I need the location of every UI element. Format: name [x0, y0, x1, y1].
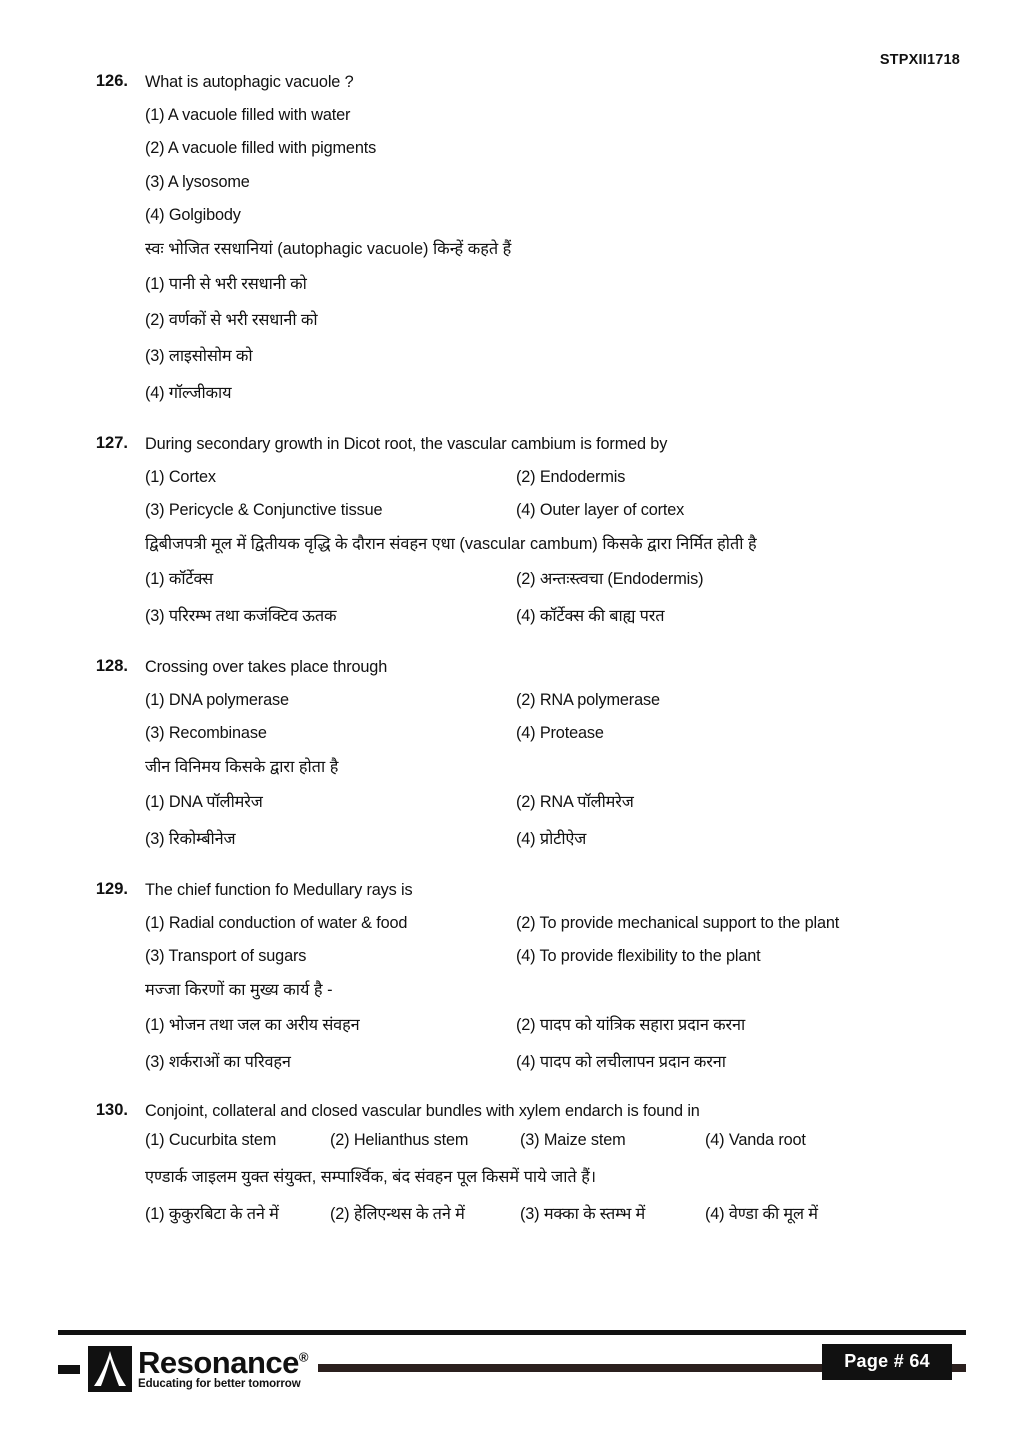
option-hi-4[interactable]: (4) वेण्डा की मूल में [705, 1205, 818, 1224]
option-hi-2[interactable]: (2) RNA पॉलीमरेज [516, 793, 634, 812]
option-1[interactable]: (1) Radial conduction of water & food [145, 913, 408, 932]
option-2[interactable]: (2) Endodermis [516, 467, 626, 486]
option-3[interactable]: (3) A lysosome [145, 172, 250, 191]
question-stem-en: Crossing over takes place through [145, 657, 388, 676]
options-english-row-1 [145, 913, 964, 934]
option-hi-1[interactable]: (1) पानी से भरी रसधानी को [145, 275, 307, 294]
question-number: 130. [95, 1100, 128, 1119]
option-hi-4[interactable]: (4) गॉल्जीकाय [145, 383, 232, 402]
option-hi-2[interactable]: (2) अन्तःस्त्वचा (Endodermis) [516, 570, 704, 589]
option-4[interactable]: (4) To provide flexibility to the plant [516, 947, 761, 966]
option-hi-3[interactable]: (3) रिकोम्बीनेज [145, 829, 236, 848]
option-3[interactable]: (3) Maize stem [520, 1130, 626, 1149]
page-footer [0, 1318, 1024, 1448]
question-sheet [0, 72, 1024, 1226]
option-hi-1[interactable]: (1) कुकुरबिटा के तने में [145, 1205, 279, 1224]
option-3[interactable]: (3) Recombinase [145, 724, 267, 743]
option-hi-4[interactable]: (4) कॉर्टेक्स की बाह्य परत [516, 606, 665, 625]
option-hi-3[interactable]: (3) परिरम्भ तथा कजंक्टिव ऊतक [145, 606, 337, 625]
option-3[interactable]: (3) Pericycle & Conjunctive tissue [145, 501, 383, 520]
question-129 [0, 880, 1024, 1073]
option-2[interactable]: (2) RNA polymerase [516, 690, 660, 709]
logo-dash-icon [58, 1365, 80, 1374]
option-hi-3[interactable]: (3) शर्कराओं का परिवहन [145, 1052, 291, 1071]
question-stem-hi: स्वः भोजित रसधानियां (autophagic vacuole) किन्हें कहते हैं [145, 239, 512, 258]
options-hindi [145, 274, 964, 404]
options-english-row-1 [145, 467, 964, 488]
logo-text-block [138, 1347, 308, 1391]
option-hi-4[interactable]: (4) प्रोटीऐज [516, 829, 587, 848]
options-english-row-2 [145, 723, 964, 744]
options-hindi-row-1 [145, 792, 964, 813]
options-english-row-1 [145, 690, 964, 711]
option-4[interactable]: (4) Protease [516, 724, 604, 743]
options-english-row-2 [145, 500, 964, 521]
resonance-arch-icon [88, 1346, 132, 1392]
brand-name [138, 1345, 308, 1381]
options-hindi-row [145, 1204, 964, 1225]
option-4[interactable]: (4) Golgibody [145, 205, 241, 224]
question-stem-hi: जीन विनिमय किसके द्वारा होता है [145, 758, 339, 777]
option-3[interactable]: (3) Transport of sugars [145, 947, 307, 966]
question-stem-en: During secondary growth in Dicot root, the vascular cambium is formed by [145, 434, 668, 453]
option-hi-1[interactable]: (1) DNA पॉलीमरेज [145, 793, 263, 812]
registered-mark-icon: ® [298, 1349, 308, 1365]
option-hi-2[interactable]: (2) वर्णकों से भरी रसधानी को [145, 311, 318, 330]
question-128 [0, 657, 1024, 850]
question-number: 128. [95, 656, 128, 675]
resonance-logo [58, 1340, 318, 1398]
options-hindi-row-2 [145, 1052, 964, 1073]
option-4[interactable]: (4) Vanda root [705, 1130, 806, 1149]
question-number: 127. [95, 433, 128, 452]
option-hi-1[interactable]: (1) भोजन तथा जल का अरीय संवहन [145, 1016, 360, 1035]
option-1[interactable]: (1) A vacuole filled with water [145, 106, 351, 125]
question-stem-en: Conjoint, collateral and closed vascular bundles with xylem endarch is found in [145, 1101, 700, 1120]
brand-name-text: Resonance [138, 1345, 299, 1381]
question-stem-hi: द्विबीजपत्री मूल में द्वितीयक वृद्धि के दौरान संवहन एधा (vascular cambum) किसके द्वारा निर्मित होती है [145, 535, 757, 554]
question-130 [0, 1101, 1024, 1226]
question-stem-hi: एण्डार्क जाइलम युक्त संयुक्त, सम्पार्श्विक, बंद संवहन पूल किसमें पाये जाते हैं। [145, 1168, 597, 1187]
option-1[interactable]: (1) Cortex [145, 467, 216, 486]
question-number: 126. [95, 72, 128, 90]
paper-code: STPXII1718 [879, 52, 960, 68]
options-hindi-row-1 [145, 1015, 964, 1036]
question-stem-en: The chief function fo Medullary rays is [145, 880, 413, 899]
option-1[interactable]: (1) DNA polymerase [145, 690, 289, 709]
option-2[interactable]: (2) A vacuole filled with pigments [145, 139, 377, 158]
options-english-row [145, 1130, 964, 1151]
option-1[interactable]: (1) Cucurbita stem [145, 1130, 277, 1149]
options-english [145, 105, 964, 226]
options-hindi-row-2 [145, 829, 964, 850]
option-hi-4[interactable]: (4) पादप को लचीलापन प्रदान करना [516, 1052, 726, 1071]
question-126 [0, 72, 1024, 404]
options-hindi-row-2 [145, 606, 964, 627]
option-hi-2[interactable]: (2) हेलिएन्थस के तने में [330, 1205, 465, 1224]
question-127 [0, 434, 1024, 627]
question-stem-hi: मज्जा किरणों का मुख्य कार्य है - [145, 981, 333, 1000]
options-english-row-2 [145, 946, 964, 967]
option-4[interactable]: (4) Outer layer of cortex [516, 501, 685, 520]
question-stem-en: What is autophagic vacuole ? [145, 73, 354, 91]
option-hi-3[interactable]: (3) मक्का के स्तम्भ में [520, 1205, 646, 1224]
question-number: 129. [95, 879, 128, 898]
footer-top-rule [58, 1330, 966, 1335]
page-number-badge: Page # 64 [822, 1344, 952, 1380]
option-2[interactable]: (2) Helianthus stem [330, 1130, 469, 1149]
option-hi-2[interactable]: (2) पादप को यांत्रिक सहारा प्रदान करना [516, 1016, 746, 1035]
options-hindi-row-1 [145, 569, 964, 590]
option-hi-1[interactable]: (1) कॉर्टेक्स [145, 570, 213, 589]
option-2[interactable]: (2) To provide mechanical support to the plant [516, 913, 840, 932]
brand-tagline: Educating for better tomorrow [138, 1378, 301, 1391]
option-hi-3[interactable]: (3) लाइसोसोम को [145, 347, 253, 366]
